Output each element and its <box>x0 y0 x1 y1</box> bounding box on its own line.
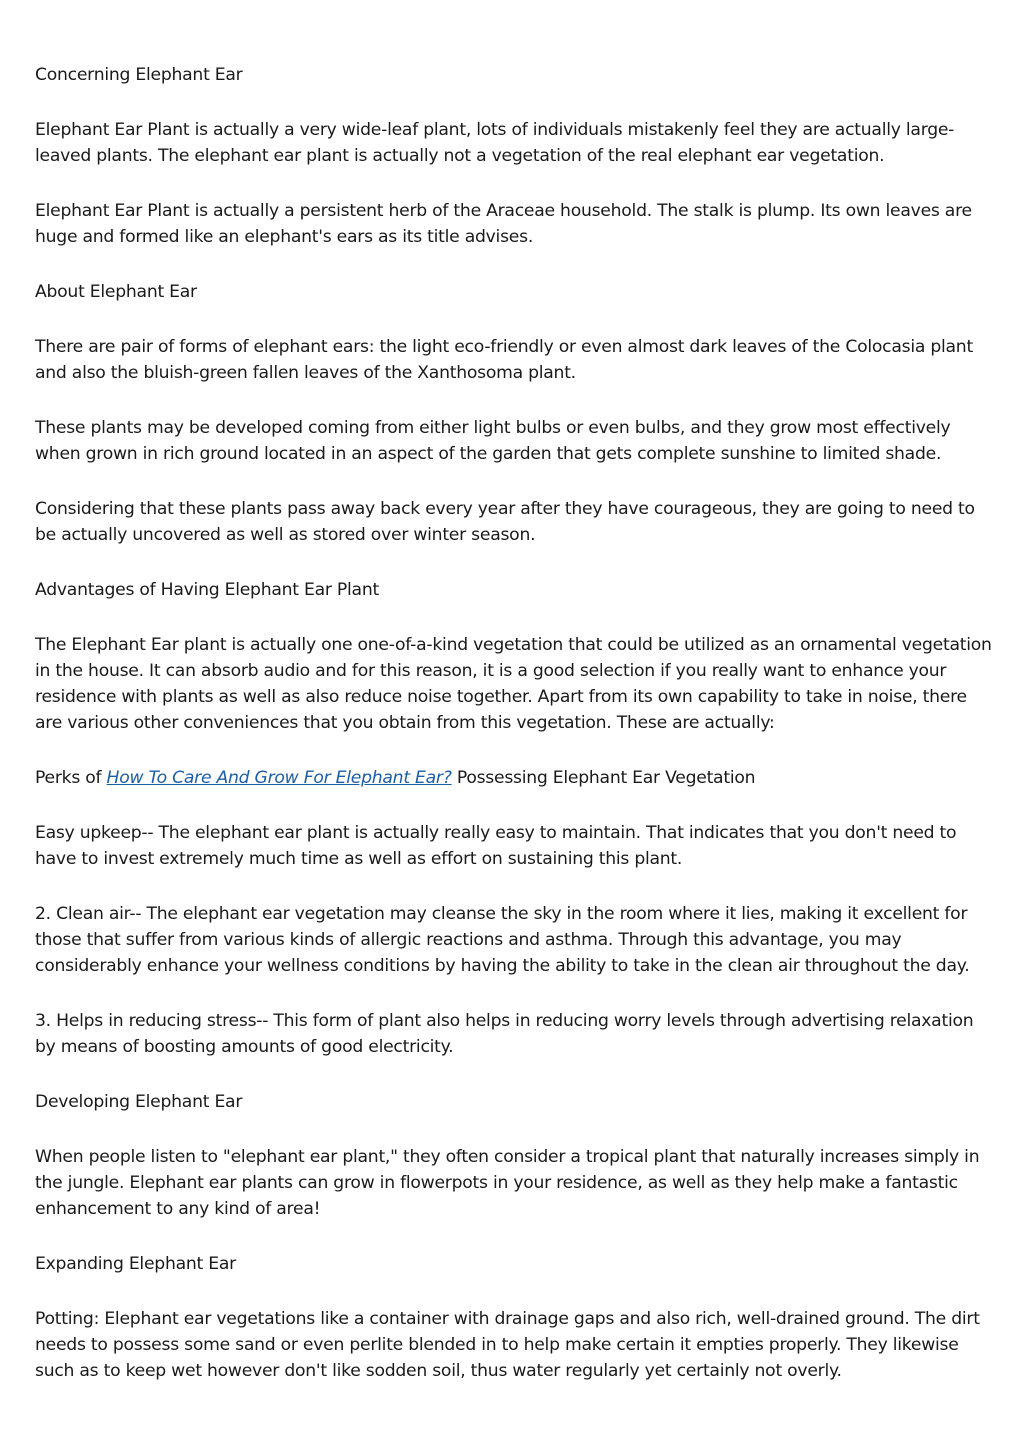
paragraph-ornamental: The Elephant Ear plant is actually one one-of-a-kind vegetation that could be utilized as an ornamental vegetation in the house. It can absorb audio and for this reason, it is a good selection if you really want to enhance your residence with plants as well as also reduce noise together. Apart from its own capability to take in noise, there are various other conveniences that you obtain from this vegetation. These are actually: <box>35 635 992 733</box>
paragraph-winter: Considering that these plants pass away back every year after they have courageous, they are going to need to be actually uncovered as well as stored over winter season. <box>35 499 975 545</box>
paragraph-tropical: When people listen to "elephant ear plant," they often consider a tropical plant that naturally increases simply in the jungle. Elephant ear plants can grow in flowerpots in your residence, as well as they help make a fantastic enhancement to any kind of area! <box>35 1147 980 1219</box>
paragraph-araceae: Elephant Ear Plant is actually a persistent herb of the Araceae household. The stalk is plump. Its own leaves are huge and formed like an elephant's ears as its title advises. <box>35 201 972 247</box>
heading-developing: Developing Elephant Ear <box>35 1092 243 1112</box>
paragraph-intro: Elephant Ear Plant is actually a very wide-leaf plant, lots of individuals mistakenly feel they are actually large-leaved plants. The elephant ear plant is actually not a vegetation of the real elephant ear vegetation. <box>35 120 955 166</box>
heading-about: About Elephant Ear <box>35 282 197 302</box>
paragraph-perks <box>35 765 995 791</box>
heading-concerning: Concerning Elephant Ear <box>35 65 243 85</box>
document-body <box>35 62 995 1384</box>
heading-advantages: Advantages of Having Elephant Ear Plant <box>35 580 379 600</box>
paragraph-forms: There are pair of forms of elephant ears: the light eco-friendly or even almost dark leaves of the Colocasia plant and also the bluish-green fallen leaves of the Xanthosoma plant. <box>35 337 973 383</box>
paragraph-potting: Potting: Elephant ear vegetations like a container with drainage gaps and also rich, well-drained ground. The dirt needs to possess some sand or even perlite blended in to help make certain it empties properly. They likewise such as to keep wet however don't like sodden soil, thus water regularly yet certainly not overly. <box>35 1309 980 1381</box>
paragraph-growth: These plants may be developed coming from either light bulbs or even bulbs, and they grow most effectively when grown in rich ground located in an aspect of the garden that gets complete sunshine to limited shade. <box>35 418 951 464</box>
heading-expanding: Expanding Elephant Ear <box>35 1254 236 1274</box>
paragraph-clean-air: 2. Clean air-- The elephant ear vegetation may cleanse the sky in the room where it lies, making it excellent for those that suffer from various kinds of allergic reactions and asthma. Through this advantage, you may considerably enhance your wellness conditions by having the ability to take in the clean air throughout the day. <box>35 904 970 976</box>
paragraph-stress: 3. Helps in reducing stress-- This form of plant also helps in reducing worry levels through advertising relaxation by means of boosting amounts of good electricity. <box>35 1011 974 1057</box>
paragraph-upkeep: Easy upkeep-- The elephant ear plant is actually really easy to maintain. That indicates that you don't need to have to invest extremely much time as well as effort on sustaining this plant. <box>35 823 957 869</box>
perks-suffix: Possessing Elephant Ear Vegetation <box>451 768 756 788</box>
perks-prefix: Perks of <box>35 768 107 788</box>
care-guide-link[interactable]: How To Care And Grow For Elephant Ear? <box>106 768 452 788</box>
